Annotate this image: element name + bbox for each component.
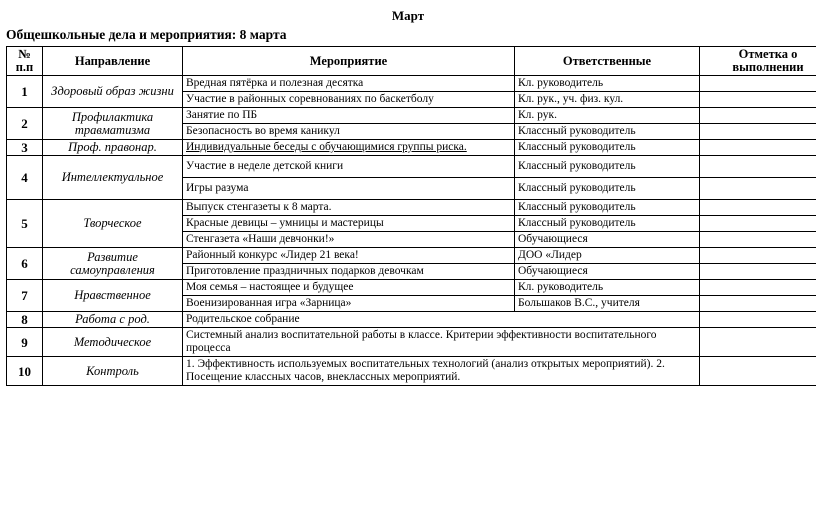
- table-row: [7, 76, 816, 92]
- column-header-direction: Направление: [43, 47, 183, 76]
- column-header-number: № п.п: [7, 47, 43, 76]
- cell-event: Красные девицы – умницы и мастерицы: [183, 216, 515, 232]
- cell-responsible: Кл. рук.: [515, 108, 700, 124]
- cell-mark[interactable]: [700, 312, 816, 328]
- column-header-mark-line2: выполнении: [732, 60, 804, 74]
- table-row: [7, 280, 816, 296]
- cell-responsible: Классный руководитель: [515, 156, 700, 178]
- row-number: 7: [7, 280, 43, 312]
- cell-responsible: Обучающиеся: [515, 232, 700, 248]
- row-direction: Здоровый образ жизни: [43, 76, 183, 108]
- cell-event: Участие в неделе детской книги: [183, 156, 515, 178]
- cell-responsible: Классный руководитель: [515, 216, 700, 232]
- cell-event: Системный анализ воспитательной работы в классе. Критерии эффективности воспитательного процесса: [183, 328, 700, 357]
- row-direction: Развитие самоуправления: [43, 248, 183, 280]
- cell-event: Занятие по ПБ: [183, 108, 515, 124]
- table-row: [7, 108, 816, 124]
- cell-mark[interactable]: [700, 232, 816, 248]
- table-row: [7, 156, 816, 178]
- cell-mark[interactable]: [700, 92, 816, 108]
- row-direction: Творческое: [43, 200, 183, 248]
- row-direction: Контроль: [43, 357, 183, 386]
- row-number: 4: [7, 156, 43, 200]
- cell-mark[interactable]: [700, 178, 816, 200]
- cell-event: Приготовление праздничных подарков девочкам: [183, 264, 515, 280]
- cell-responsible: Классный руководитель: [515, 140, 700, 156]
- cell-mark[interactable]: [700, 264, 816, 280]
- page-title: Март: [391, 8, 425, 23]
- cell-event: Выпуск стенгазеты к 8 марта.: [183, 200, 515, 216]
- cell-responsible: Большаков В.С., учителя: [515, 296, 700, 312]
- cell-event: Безопасность во время каникул: [183, 124, 515, 140]
- cell-event: 1. Эффективность используемых воспитательных технологий (анализ открытых мероприятий). 2. Посещение классных часов, внеклассных мероприятий.: [183, 357, 700, 386]
- row-number: 6: [7, 248, 43, 280]
- column-header-event: Мероприятие: [183, 47, 515, 76]
- cell-mark[interactable]: [700, 357, 816, 386]
- cell-event: Родительское собрание: [183, 312, 700, 328]
- row-direction: Нравственное: [43, 280, 183, 312]
- table-row: [7, 328, 816, 357]
- cell-event: [183, 140, 515, 156]
- cell-mark[interactable]: [700, 328, 816, 357]
- cell-event: Участие в районных соревнованиях по баскетболу: [183, 92, 515, 108]
- schedule-table: [6, 46, 816, 386]
- column-header-mark: [700, 47, 816, 76]
- row-number: 2: [7, 108, 43, 140]
- cell-mark[interactable]: [700, 108, 816, 124]
- row-direction: Профилактика травматизма: [43, 108, 183, 140]
- table-header: [7, 47, 816, 76]
- table-row: [7, 357, 816, 386]
- column-header-responsible: Ответственные: [515, 47, 700, 76]
- cell-mark[interactable]: [700, 200, 816, 216]
- cell-mark[interactable]: [700, 280, 816, 296]
- row-direction: Методическое: [43, 328, 183, 357]
- cell-responsible: Обучающиеся: [515, 264, 700, 280]
- cell-event: Игры разума: [183, 178, 515, 200]
- table-row: [7, 140, 816, 156]
- table-body: [7, 76, 816, 386]
- cell-responsible: Классный руководитель: [515, 178, 700, 200]
- column-header-mark-line1: Отметка о: [738, 47, 798, 61]
- cell-event: Военизированная игра «Зарница»: [183, 296, 515, 312]
- row-number: 9: [7, 328, 43, 357]
- cell-event-text: Индивидуальные беседы с обучающимися группы риска.: [186, 141, 467, 153]
- cell-mark[interactable]: [700, 248, 816, 264]
- cell-mark[interactable]: [700, 76, 816, 92]
- page-subtitle: Общешкольные дела и мероприятия: 8 марта: [6, 27, 287, 42]
- cell-responsible: Классный руководитель: [515, 200, 700, 216]
- cell-mark[interactable]: [700, 216, 816, 232]
- table-row: [7, 312, 816, 328]
- cell-mark[interactable]: [700, 156, 816, 178]
- cell-mark[interactable]: [700, 124, 816, 140]
- row-number: 8: [7, 312, 43, 328]
- cell-responsible: ДОО «Лидер: [515, 248, 700, 264]
- cell-event: Районный конкурс «Лидер 21 века!: [183, 248, 515, 264]
- table-row: [7, 248, 816, 264]
- cell-mark[interactable]: [700, 140, 816, 156]
- cell-responsible: Кл. руководитель: [515, 76, 700, 92]
- cell-event: Вредная пятёрка и полезная десятка: [183, 76, 515, 92]
- row-number: 1: [7, 76, 43, 108]
- cell-event: Стенгазета «Наши девчонки!»: [183, 232, 515, 248]
- table-row: [7, 200, 816, 216]
- row-number: 3: [7, 140, 43, 156]
- row-direction: Проф. правонар.: [43, 140, 183, 156]
- cell-mark[interactable]: [700, 296, 816, 312]
- table-header-row: [7, 47, 816, 76]
- cell-responsible: Кл. руководитель: [515, 280, 700, 296]
- row-number: 5: [7, 200, 43, 248]
- row-direction: Интеллектуальное: [43, 156, 183, 200]
- cell-responsible: Кл. рук., уч. физ. кул.: [515, 92, 700, 108]
- cell-event: Моя семья – настоящее и будущее: [183, 280, 515, 296]
- row-direction: Работа с род.: [43, 312, 183, 328]
- cell-responsible: Классный руководитель: [515, 124, 700, 140]
- row-number: 10: [7, 357, 43, 386]
